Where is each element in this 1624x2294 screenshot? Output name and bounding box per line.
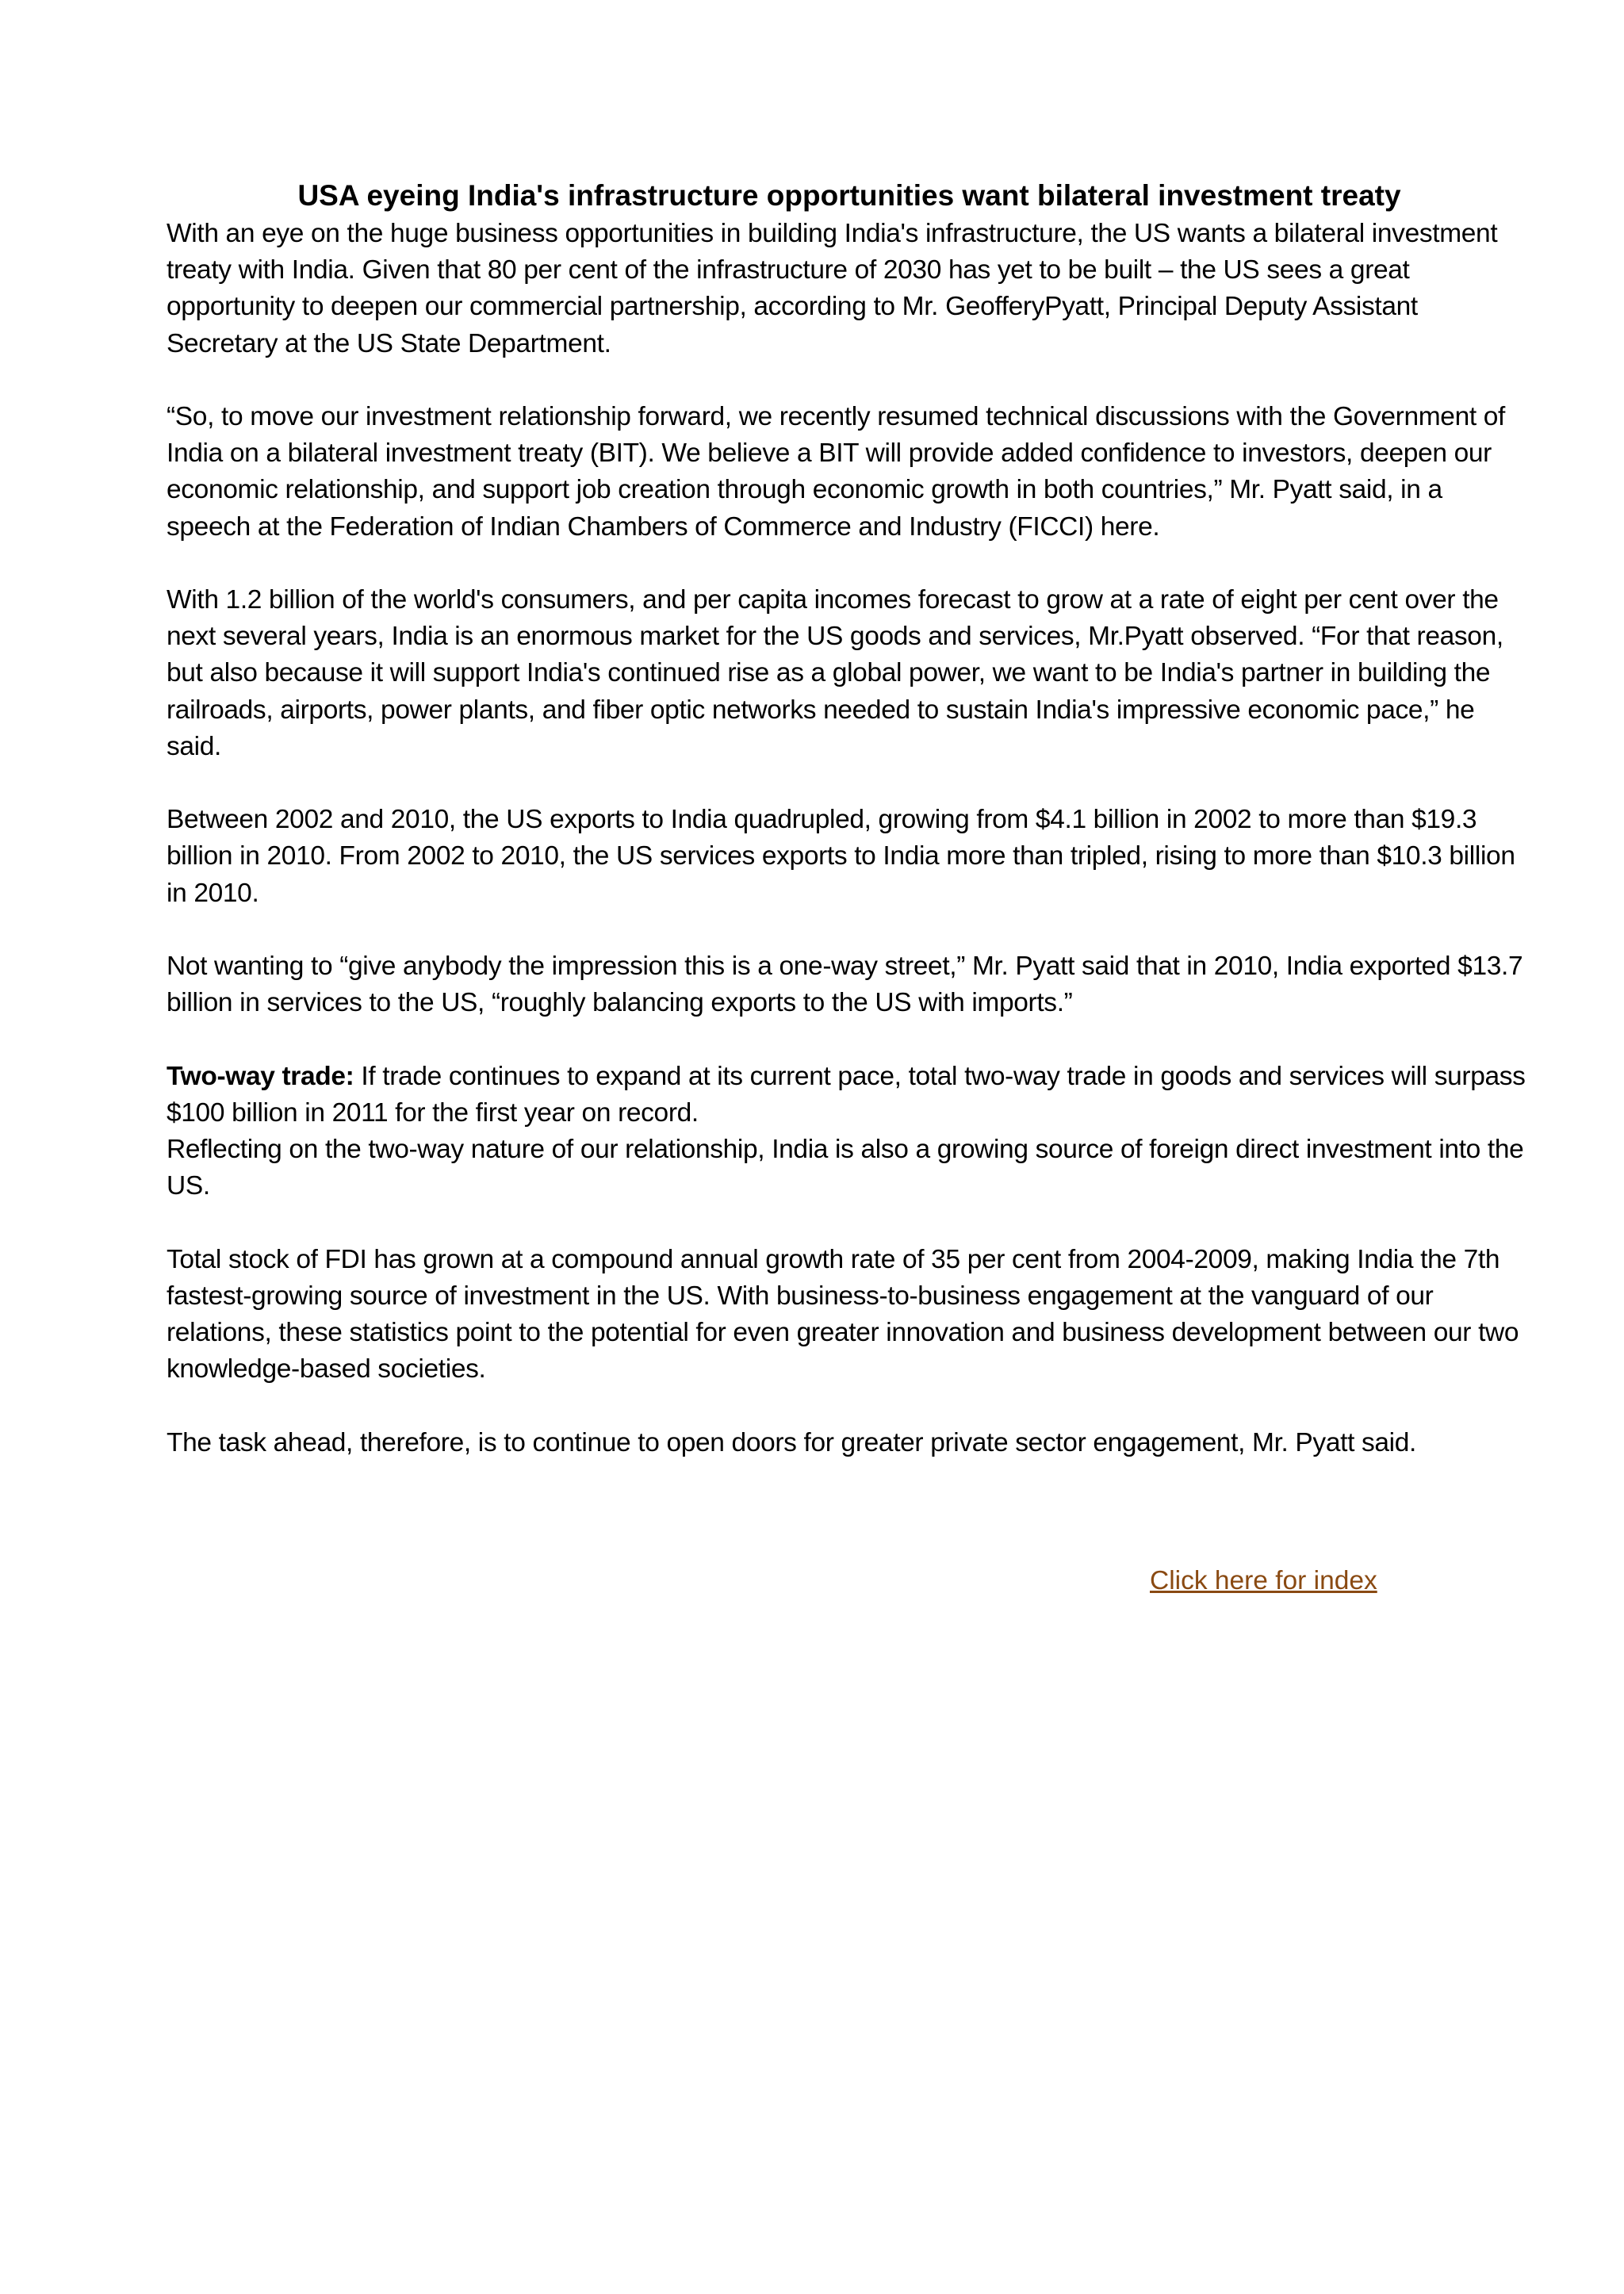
paragraph-spacer [167,362,1532,399]
paragraph-spacer [167,546,1532,582]
paragraph-fdi-source: Reflecting on the two-way nature of our relationship, India is also a growing source of foreign direct investment into the US. [167,1135,1524,1201]
paragraph-spacer [167,1388,1532,1424]
two-way-trade-heading: Two-way trade: [167,1061,354,1091]
article-title: USA eyeing India's infrastructure opportunities want bilateral investment treaty [297,179,1401,212]
paragraph-market: With 1.2 billion of the world's consumers, and per capita incomes forecast to grow at a rate of eight per cent over the next several years, India is an enormous market for the US goods and services, Mr.Pyatt observed. “For that reason, but also because it will support India's continued rise as a global power, we want to be India's partner in building the railroads, airports, power plants, and fiber optic networks needed to sustain India's impressive economic pace,” he said. [167,585,1503,761]
paragraph-one-way-street: Not wanting to “give anybody the impression this is a one-way street,” Mr. Pyatt said that in 2010, India exported $13.7 billion in services to the US, “roughly balancing exports to the US with imports.” [167,952,1523,1018]
two-way-trade-text: If trade continues to expand at its current pace, total two-way trade in goods and services will surpass $100 billion in 2011 for the first year on record. [167,1061,1526,1128]
paragraph-task-ahead: The task ahead, therefore, is to continue to open doors for greater private sector engagement, Mr. Pyatt said. [167,1427,1416,1457]
paragraph-spacer [167,765,1532,802]
paragraph-spacer [167,1021,1532,1058]
paragraph-bit-quote: “So, to move our investment relationship forward, we recently resumed technical discussions with the Government of India on a bilateral investment treaty (BIT). We believe a BIT will provide added confidence to investors, deepen our economic relationship, and support job creation through economic growth in both countries,” Mr. Pyatt said, in a speech at the Federation of Indian Chambers of Commerce and Industry (FICCI) here. [167,402,1506,542]
paragraph-intro: With an eye on the huge business opportunities in building India's infrastructure, the US wants a bilateral investment treaty with India. Given that 80 per cent of the infrastructure of 2030 has yet to be built – the US sees a great opportunity to deepen our commercial partnership, according to Mr. GeofferyPyatt, Principal Deputy Assistant Secretary at the US State Department. [167,219,1498,358]
article [167,176,1532,1461]
paragraph-two-way-trade [167,1059,1532,1132]
paragraph-exports: Between 2002 and 2010, the US exports to India quadrupled, growing from $4.1 billion in 2002 to more than $19.3 billion in 2010. From 2002 to 2010, the US services exports to India more than tripled, rising to more than $10.3 billion in 2010. [167,805,1515,908]
index-link[interactable]: Click here for index [1150,1566,1377,1595]
paragraph-spacer [167,1204,1532,1241]
paragraph-fdi-growth: Total stock of FDI has grown at a compound annual growth rate of 35 per cent from 2004-2009, making India the 7th fastest-growing source of investment in the US. With business-to-business engagement at the vanguard of our relations, these statistics point to the potential for even greater innovation and business development between our two knowledge-based societies. [167,1244,1519,1384]
paragraph-spacer [167,912,1532,948]
